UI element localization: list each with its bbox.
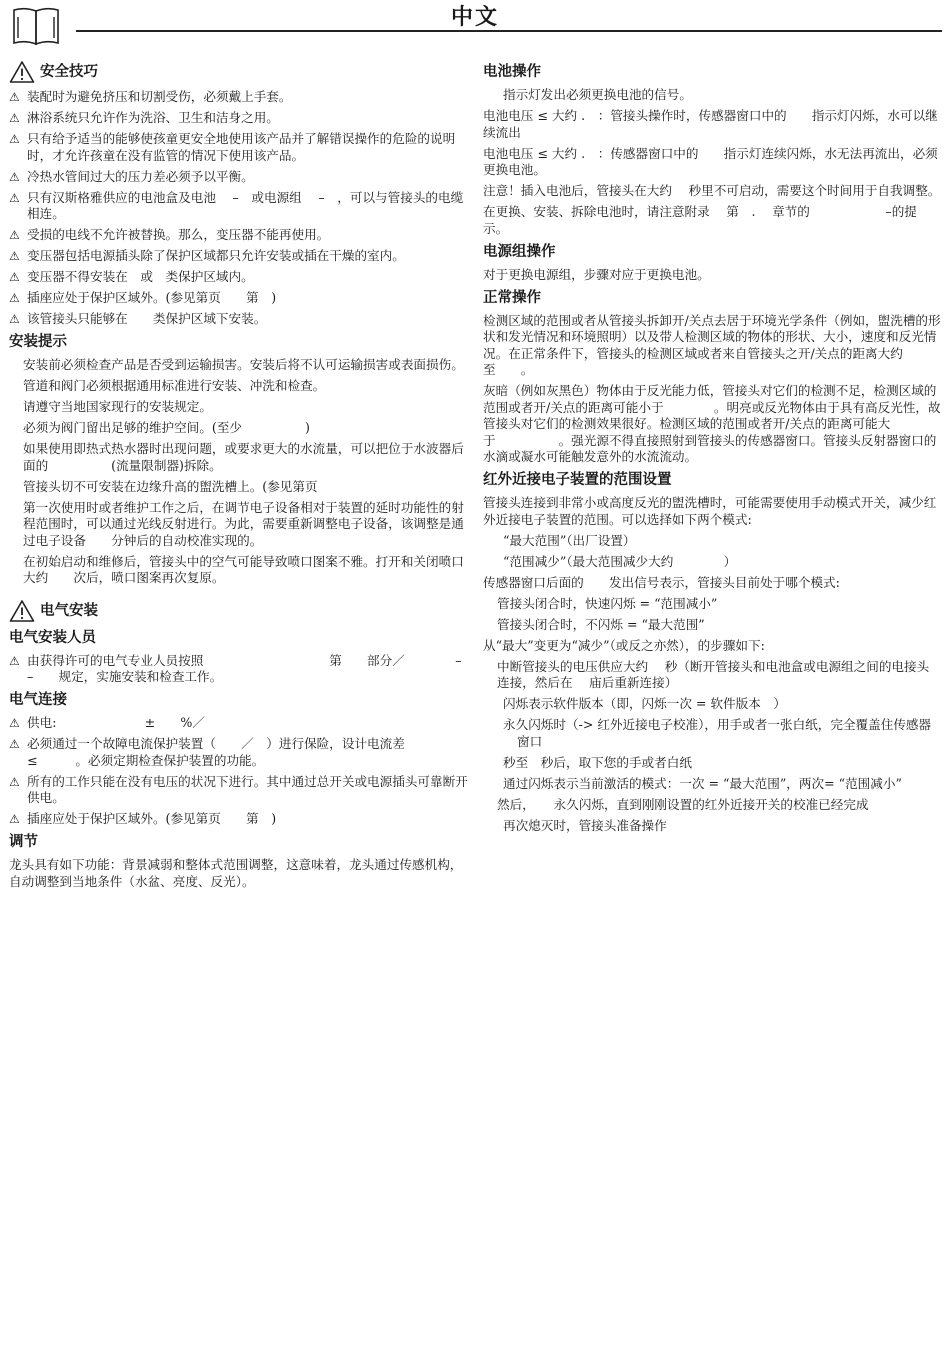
connection-item: ⚠ 必须通过一个故障电流保护装置（ ／ ）进行保险，设计电流差 ≤ 。必须定期检查保护装置的功能。 <box>9 736 469 769</box>
install-item: 安装前必须检查产品是否受到运输损害。安装后将不认可运输损害或表面损伤。 <box>23 357 464 372</box>
battery-item: 电池电压 ≤ 大约 . ：传感器窗口中的 指示灯连续闪烁，水无法再流出，必须更换电池。 <box>483 145 938 177</box>
install-item: 第一次使用时或者维护工作之后，在调节电子设备相对于装置的延时功能性的射程范围时，可以通过光线反射进行。为此，需要重新调整电子设备，该调整是通过电子设备 分钟后的自动校准实现的。 <box>23 499 464 548</box>
safety-item: ⚠ 受损的电线不允许被替换。那么，变压器不能再使用。 <box>9 227 469 244</box>
step-item: 通过闪烁表示当前激活的模式：一次 = “最大范围”，两次= “范围减小” <box>503 775 902 791</box>
warning-triangle-icon <box>9 60 35 84</box>
step-item: 秒至 秒后，取下您的手或者白纸 <box>503 754 692 770</box>
step-item: 再次熄灭时，管接头准备操作 <box>503 817 667 833</box>
mode-max: “最大范围”（出厂设置） <box>503 532 636 548</box>
battery-item: 注意！插入电池后，管接头在大约 秒里不可启动，需要这个时间用于自我调整。 <box>483 183 941 198</box>
electrician-title: 电气安装人员 <box>9 628 96 646</box>
connection-item: ⚠ 供电: ± %／ <box>9 715 469 732</box>
adjust-text: 龙头具有如下功能：背景减弱和整体式范围调整，这意味着，龙头通过传感机构，自动调整到当地条件（水盆、亮度、反光）。 <box>9 857 463 889</box>
electrical-heading <box>9 599 469 623</box>
step-item: 闪烁表示软件版本（即，闪烁一次 = 软件版本 ） <box>503 696 787 711</box>
signal-none: 管接头闭合时，不闪烁 = “最大范围” <box>497 616 705 632</box>
page-title: 中文 <box>450 4 499 30</box>
ir-title: 红外近接电子装置的范围设置 <box>483 471 672 488</box>
step-item: 然后， 永久闪烁，直到刚刚设置的红外近接开关的校准已经完成 <box>497 796 869 812</box>
warning-triangle-icon <box>9 599 35 623</box>
safety-item: ⚠ 变压器包括电源插头除了保护区域都只允许安装或插在干燥的室内。 <box>9 248 469 265</box>
safety-item: ⚠ 该管接头只能够在 类保护区域下安装。 <box>9 311 469 328</box>
safety-item: ⚠ 装配时为避免挤压和切割受伤，必须戴上手套。 <box>9 89 469 106</box>
ir-intro: 管接头连接到非常小或高度反光的盥洗槽时，可能需要使用手动模式开关，减少红外近接电子装置的范围。可以选择如下两个模式: <box>483 495 937 527</box>
page-header <box>0 0 950 50</box>
right-column <box>483 58 941 839</box>
safety-item: ⚠ 插座应处于保护区域外。(参见第页 第 ) <box>9 290 469 307</box>
power-title: 电源组操作 <box>483 242 556 260</box>
left-column <box>9 58 469 895</box>
power-text: 对于更换电源组，步骤对应于更换电池。 <box>483 266 710 282</box>
electrical-title: 电气安装 <box>40 601 98 619</box>
connection-title: 电气连接 <box>9 691 67 708</box>
install-title: 安装提示 <box>9 333 67 350</box>
safety-item: ⚠ 只有给予适当的能够使孩童更安全地使用该产品并了解错误操作的危险的说明时，才允许孩童在没有监管的情况下使用该产品。 <box>9 131 469 164</box>
safety-item: ⚠ 变压器不得安装在 或 类保护区域内。 <box>9 269 469 286</box>
install-item: 请遵守当地国家现行的安装规定。 <box>23 399 212 414</box>
safety-item: ⚠ 淋浴系统只允许作为洗浴、卫生和洁身之用。 <box>9 110 469 127</box>
battery-item: 指示灯发出必须更换电池的信号。 <box>503 87 692 102</box>
mode-signal: 传感器窗口后面的 发出信号表示，管接头目前处于哪个模式: <box>483 574 840 590</box>
install-item: 管接头切不可安装在边缘升高的盥洗槽上。(参见第页 <box>23 478 318 494</box>
install-item: 管道和阀门必须根据通用标准进行安装、冲洗和检查。 <box>23 378 326 393</box>
normal-item: 灰暗（例如灰黑色）物体由于反光能力低，管接头对它们的检测不足，检测区域的范围或者开/关点的距离可能小于 。明亮或反光物体由于具有高反光性，故管接头对它们的检测效果很好。检测区域的范围或者开/关点的距离可能大于 。强光源不得直接照射到管接头的传感器窗口。管接头反射器窗口的水滴或凝水可能触发意外的水流流动。 <box>483 383 941 464</box>
battery-item: 电池电压 ≤ 大约 . ：管接头操作时，传感器窗口中的 指示灯闪烁，水可以继续流出 <box>483 108 938 140</box>
install-item: 在初始启动和维修后，管接头中的空气可能导致喷口图案不雅。打开和关闭喷口大约 次后，喷口图案再次复原。 <box>23 553 464 585</box>
install-item: 必须为阀门留出足够的维护空间。(至少 ) <box>23 420 310 435</box>
normal-title: 正常操作 <box>483 288 541 306</box>
install-item: 如果使用即热式热水器时出现问题，或要求更大的水流量，可以把位于水波器后面的 (流量限制器)拆除。 <box>23 441 464 473</box>
mode-reduce: “范围减少”（最大范围减少大约 ） <box>503 553 737 569</box>
safety-item: ⚠ 冷热水管间过大的压力差必须予以平衡。 <box>9 169 469 186</box>
normal-item: 检测区域的范围或者从管接头拆卸开/关点去居于环境光学条件（例如，盥洗槽的形状和发光情况和环境照明）以及带人检测区域的物体的形状、大小，速度和反光情况。在正常条件下，管接头的检测区域或者来自管接头之开/关点的距离大约 至 。 <box>483 312 941 377</box>
step-item: 永久闪烁时（-> 红外近接电子校准），用手或者一张白纸，完全覆盖住传感器窗口 <box>503 717 932 749</box>
change-intro: 从“最大”变更为“减少”（或反之亦然），的步骤如下: <box>483 637 765 653</box>
connection-item: ⚠ 插座应处于保护区域外。(参见第页 第 ) <box>9 811 469 828</box>
electrician-item: ⚠ 由获得许可的电气专业人员按照 第 部分／ – – 规定，实施安装和检查工作。 <box>9 653 469 686</box>
safety-heading <box>9 60 469 84</box>
step-item: 中断管接头的电压供应大约 秒（断开管接头和电池盒或电源组之间的电接头连接，然后在 庙后重新连接） <box>497 658 930 690</box>
safety-item: ⚠ 只有汉斯格雅供应的电池盒及电池 – 或电源组 – ，可以与管接头的电缆相连。 <box>9 190 469 223</box>
signal-fast: 管接头闭合时，快速闪烁 = “范围减小” <box>497 595 718 611</box>
battery-item: 在更换、安装、拆除电池时，请注意附录 第 . 章节的 –的提示。 <box>483 204 917 236</box>
battery-title: 电池操作 <box>483 63 541 80</box>
connection-item: ⚠ 所有的工作只能在没有电压的状况下进行。其中通过总开关或电源插头可靠断开供电。 <box>9 774 469 807</box>
manual-book-icon <box>12 6 60 46</box>
adjust-title: 调节 <box>9 833 38 850</box>
safety-title: 安全技巧 <box>40 63 98 80</box>
